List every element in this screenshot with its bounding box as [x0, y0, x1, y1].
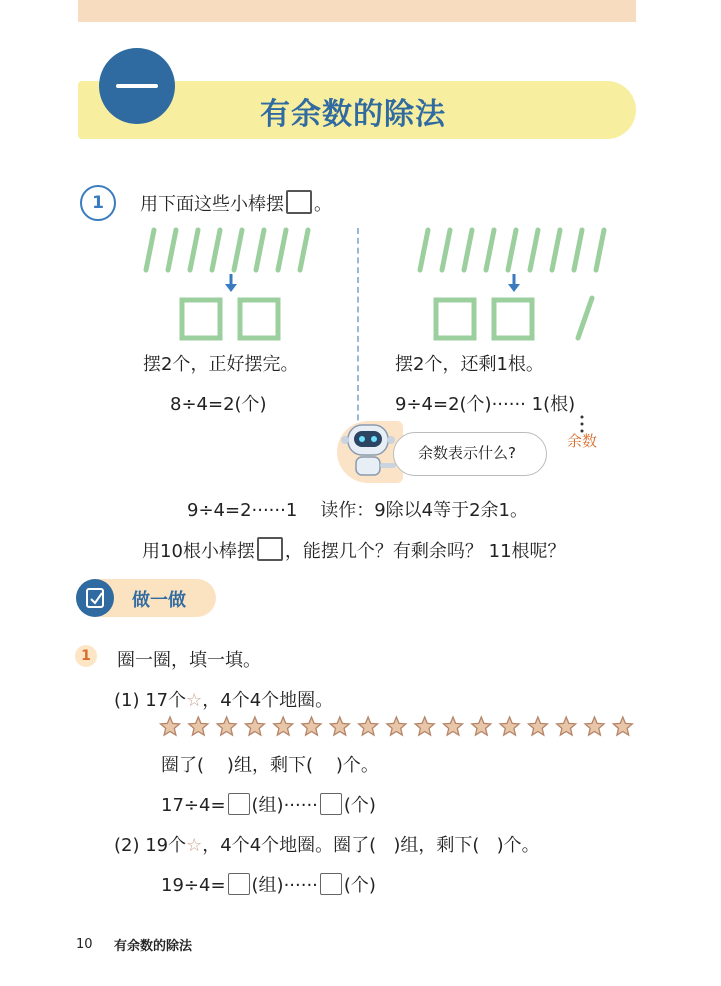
star-icon — [472, 717, 491, 735]
right-sticks-group — [414, 226, 624, 274]
pencil-page-icon — [76, 579, 114, 617]
practice-section-label: 做一做 — [132, 590, 186, 611]
question-prefix: 用10根小棒摆 — [142, 541, 255, 562]
right-squares-group — [432, 294, 602, 342]
leftover-stick — [578, 298, 592, 338]
practice-section-badge — [76, 579, 114, 617]
answer-box[interactable] — [228, 793, 250, 815]
stick-icon — [278, 230, 286, 270]
part1-label: (1) — [114, 690, 140, 711]
part2-equation — [161, 871, 376, 897]
example-instruction — [140, 190, 332, 216]
square-shape-icon — [286, 190, 312, 214]
star-icon — [359, 717, 378, 735]
part1-fill-a: 圈了( — [161, 755, 205, 776]
star-icon — [189, 717, 208, 735]
stick-icon — [146, 230, 154, 270]
stick-icon — [574, 230, 582, 270]
right-down-arrow-icon — [507, 274, 521, 294]
square-shape-icon — [257, 537, 283, 561]
left-squares-group — [178, 296, 288, 342]
answer-box[interactable] — [320, 873, 342, 895]
part2-label: (2) — [114, 835, 140, 856]
dashed-divider — [357, 228, 359, 440]
star-icon — [387, 717, 406, 735]
star-icon — [585, 717, 604, 735]
part1-fill-c: )个。 — [335, 755, 379, 776]
instruction-suffix: 。 — [314, 194, 332, 215]
left-statement: 摆2个，正好摆完。 — [143, 354, 299, 375]
stick-icon — [442, 230, 450, 270]
part1-prompt — [114, 686, 333, 712]
stick-square — [494, 300, 532, 338]
reading-equation: 9÷4=2······1 — [187, 500, 298, 521]
exercise-number-badge: 1 — [75, 645, 97, 667]
top-color-band — [78, 0, 636, 22]
star-icon — [274, 717, 293, 735]
part2-text-a: 19个 — [145, 835, 187, 856]
stick-square — [240, 300, 278, 338]
left-down-arrow-icon — [224, 274, 238, 294]
page-number: 10 — [76, 937, 93, 952]
stick-icon — [552, 230, 560, 270]
star-icon — [161, 717, 180, 735]
part1-text-a: 17个 — [145, 690, 187, 711]
star-icon — [557, 717, 576, 735]
stick-icon — [300, 230, 308, 270]
part1-eq-c: (个) — [343, 795, 376, 816]
part1-text-b: ，4个4个地圈。 — [202, 690, 334, 711]
stick-icon — [596, 230, 604, 270]
star-icon — [330, 717, 349, 735]
chapter-number-badge — [99, 48, 175, 124]
left-equation: 8÷4=2(个) — [170, 394, 267, 415]
remainder-label: 余数 — [567, 432, 598, 450]
right-equation-remainder: 1(根) — [531, 394, 576, 415]
left-sticks-group — [140, 226, 330, 274]
right-equation-main: 9÷4=2(个)······ — [395, 394, 526, 415]
stick-icon — [420, 230, 428, 270]
robot-question: 余数表示什么? — [418, 444, 516, 462]
answer-box[interactable] — [320, 793, 342, 815]
chapter-number-glyph — [116, 84, 158, 88]
stick-icon — [212, 230, 220, 270]
star-icon — [528, 717, 547, 735]
stick-icon — [530, 230, 538, 270]
stick-icon — [234, 230, 242, 270]
star-icon — [613, 717, 632, 735]
part1-equation — [161, 791, 376, 817]
footer-chapter-title: 有余数的除法 — [114, 939, 193, 954]
star-icon — [500, 717, 519, 735]
part2-prompt — [114, 831, 540, 857]
star-icon: ☆ — [186, 690, 203, 711]
star-icon — [217, 717, 236, 735]
stick-square — [182, 300, 220, 338]
part2-eq-a: 19÷4= — [161, 875, 226, 896]
star-row — [158, 714, 638, 740]
instruction-prefix: 用下面这些小棒摆 — [140, 194, 284, 215]
part2-text-d: )个。 — [496, 835, 540, 856]
part2-text-c: )组，剩下( — [393, 835, 480, 856]
stick-icon — [190, 230, 198, 270]
part1-fill-line — [161, 751, 379, 777]
star-icon — [245, 717, 264, 735]
robot-mascot-icon — [340, 419, 400, 481]
stick-square — [436, 300, 474, 338]
follow-up-question — [142, 537, 566, 563]
example-number-badge: 1 — [80, 185, 116, 221]
star-icon — [444, 717, 463, 735]
right-statement: 摆2个，还剩1根。 — [395, 354, 544, 375]
star-icon: ☆ — [186, 835, 203, 856]
exercise-instruction: 圈一圈，填一填。 — [117, 650, 261, 671]
part1-eq-b: (组)······ — [251, 795, 318, 816]
question-suffix: ，能摆几个？有剩余吗？ 11根呢？ — [284, 541, 566, 562]
stick-icon — [464, 230, 472, 270]
stick-icon — [256, 230, 264, 270]
answer-box[interactable] — [228, 873, 250, 895]
page-title: 有余数的除法 — [260, 97, 446, 132]
stick-icon — [486, 230, 494, 270]
star-icon — [302, 717, 321, 735]
part2-eq-b: (组)······ — [251, 875, 318, 896]
part2-eq-c: (个) — [343, 875, 376, 896]
stick-icon — [508, 230, 516, 270]
star-icon — [415, 717, 434, 735]
part1-fill-b: )组，剩下( — [226, 755, 313, 776]
reading-line — [187, 496, 528, 522]
part1-eq-a: 17÷4= — [161, 795, 226, 816]
stick-icon — [168, 230, 176, 270]
reading-text: 读作：9除以4等于2余1。 — [320, 500, 529, 521]
part2-text-b: ，4个4个地圈。圈了( — [202, 835, 377, 856]
right-equation — [395, 390, 575, 416]
